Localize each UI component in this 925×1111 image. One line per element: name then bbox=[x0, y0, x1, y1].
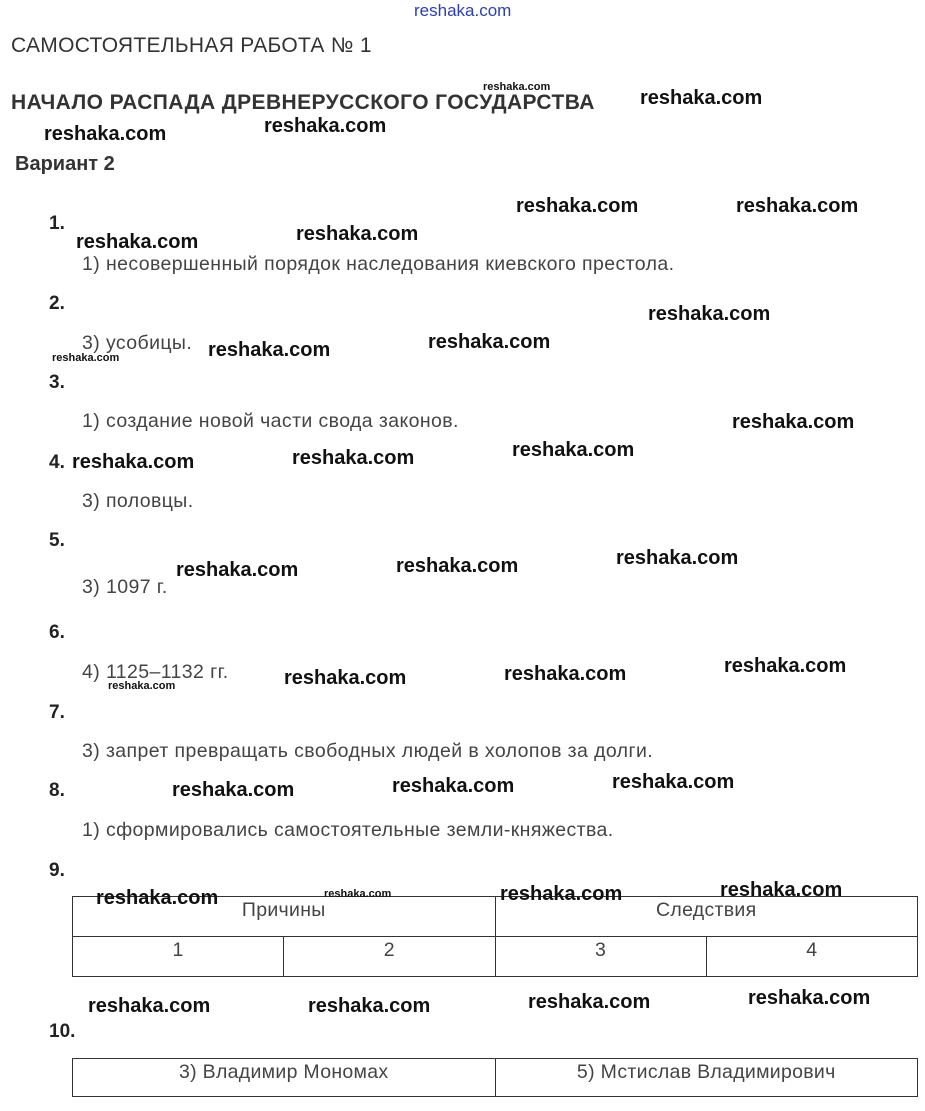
watermark: reshaka.com bbox=[44, 123, 167, 145]
table-cell: 4 bbox=[706, 937, 917, 977]
answer-text: 3) 1097 г. bbox=[82, 576, 168, 598]
watermark: reshaka.com bbox=[296, 223, 419, 245]
watermark: reshaka.com bbox=[640, 87, 763, 109]
watermark: reshaka.com bbox=[720, 879, 843, 901]
question-number: 8. bbox=[49, 780, 65, 801]
table-header-causes: Причины bbox=[73, 897, 496, 937]
watermark: reshaka.com bbox=[308, 995, 431, 1017]
watermark: reshaka.com bbox=[724, 655, 847, 677]
table-cell: 1 bbox=[73, 937, 284, 977]
watermark: reshaka.com bbox=[292, 447, 415, 469]
question-number: 3. bbox=[49, 372, 65, 393]
watermark: reshaka.com bbox=[736, 195, 859, 217]
watermark: reshaka.com bbox=[88, 995, 211, 1017]
table-header-effects: Следствия bbox=[495, 897, 918, 937]
watermark: reshaka.com bbox=[428, 331, 551, 353]
question-number: 4. bbox=[49, 452, 65, 473]
rulers-table bbox=[72, 1058, 918, 1097]
answer-text: 1) создание новой части свода законов. bbox=[82, 410, 459, 432]
table-cell: 5) Мстислав Владимирович bbox=[495, 1059, 918, 1097]
question-number: 9. bbox=[49, 860, 65, 881]
table-cell: 2 bbox=[284, 937, 495, 977]
watermark: reshaka.com bbox=[176, 559, 299, 581]
watermark: reshaka.com bbox=[648, 303, 771, 325]
answer-text: 3) усобицы. bbox=[82, 332, 193, 354]
watermark: reshaka.com bbox=[616, 547, 739, 569]
watermark: reshaka.com bbox=[512, 439, 635, 461]
answer-text: 4) 1125–1132 гг. bbox=[82, 661, 229, 683]
watermark: reshaka.com bbox=[504, 663, 627, 685]
watermark: reshaka.com bbox=[172, 779, 295, 801]
work-title: САМОСТОЯТЕЛЬНАЯ РАБОТА № 1 bbox=[11, 34, 372, 57]
topic-title: НАЧАЛО РАСПАДА ДРЕВНЕРУССКОГО ГОСУДАРСТВА bbox=[11, 91, 595, 114]
watermark: reshaka.com bbox=[284, 667, 407, 689]
answer-text: 1) сформировались самостоятельные земли-княжества. bbox=[82, 819, 614, 841]
watermark: reshaka.com bbox=[732, 411, 855, 433]
watermark: reshaka.com bbox=[96, 887, 219, 909]
answer-text: 3) половцы. bbox=[82, 490, 194, 512]
table-cell: 3 bbox=[495, 937, 706, 977]
question-number: 1. bbox=[49, 213, 65, 234]
site-url-top: reshaka.com bbox=[414, 1, 512, 20]
watermark: reshaka.com bbox=[76, 231, 199, 253]
watermark: reshaka.com bbox=[108, 680, 176, 692]
question-number: 5. bbox=[49, 530, 65, 551]
watermark: reshaka.com bbox=[264, 115, 387, 137]
question-number: 10. bbox=[49, 1021, 76, 1042]
question-number: 2. bbox=[49, 293, 65, 314]
watermark: reshaka.com bbox=[528, 991, 651, 1013]
watermark: reshaka.com bbox=[72, 451, 195, 473]
watermark: reshaka.com bbox=[52, 352, 120, 364]
watermark: reshaka.com bbox=[392, 775, 515, 797]
watermark: reshaka.com bbox=[208, 339, 331, 361]
watermark: reshaka.com bbox=[324, 888, 392, 900]
variant-label: Вариант 2 bbox=[15, 153, 115, 175]
watermark: reshaka.com bbox=[500, 883, 623, 905]
watermark: reshaka.com bbox=[748, 987, 871, 1009]
question-number: 6. bbox=[49, 622, 65, 643]
watermark: reshaka.com bbox=[483, 81, 551, 93]
answer-text: 1) несовершенный порядок наследования киевского престола. bbox=[82, 253, 675, 275]
table-cell: 3) Владимир Мономах bbox=[73, 1059, 496, 1097]
question-number: 7. bbox=[49, 702, 65, 723]
answer-text: 3) запрет превращать свободных людей в холопов за долги. bbox=[82, 740, 654, 762]
watermark: reshaka.com bbox=[516, 195, 639, 217]
watermark: reshaka.com bbox=[612, 771, 735, 793]
watermark: reshaka.com bbox=[396, 555, 519, 577]
